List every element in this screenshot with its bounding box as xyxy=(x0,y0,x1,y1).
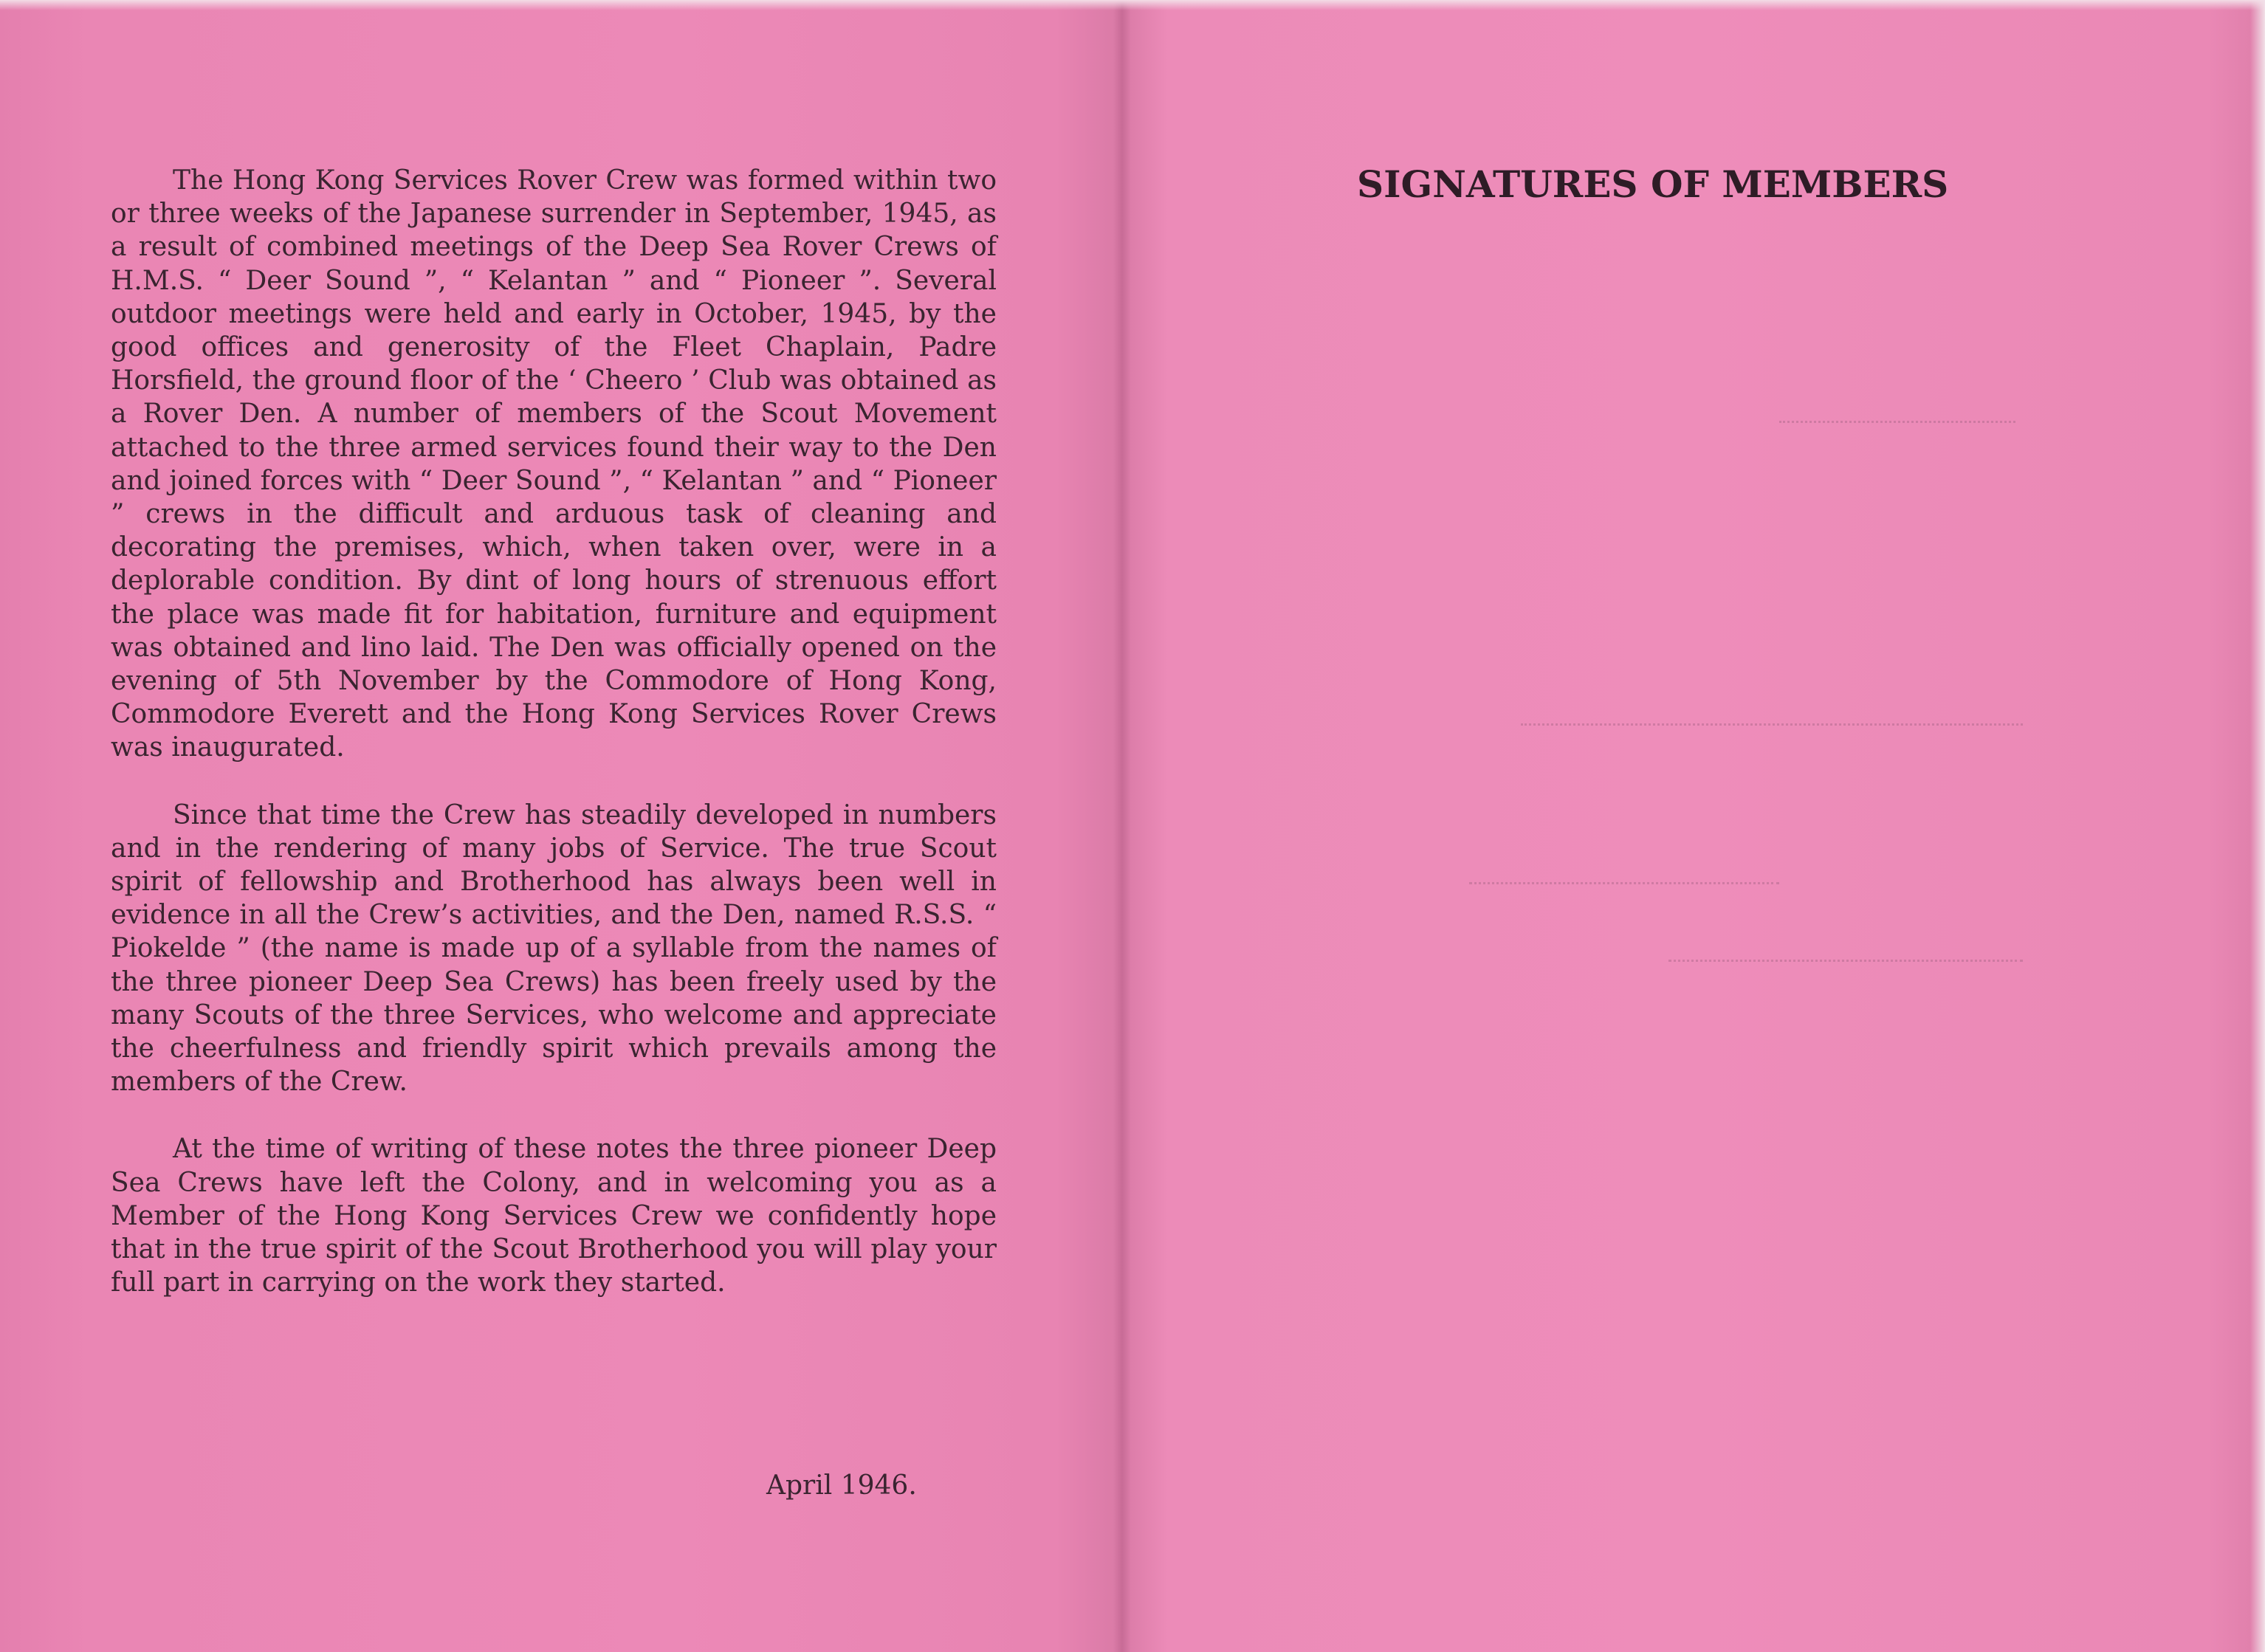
history-paragraph-1: The Hong Kong Services Rover Crew was formed within two or three weeks of the Japanese surrender in September, 1945, as a result of combined meetings of the Deep Sea Rover Crews of H.M.S. “ Deer Sound ”, “ Kelantan ” and “ Pioneer ”. Several outdoor meetings were held and early in October, 1945, by the good offices and generosity of the Fleet Chaplain, Padre Horsfield, the ground floor of the ‘ Cheero ’ Club was obtained as a Rover Den. A number of members of the Scout Movement attached to the three armed services found their way to the Den and joined forces with “ Deer Sound ”, “ Kelantan ” and “ Pioneer ” crews in the difficult and arduous task of cleaning and decorating the premises, which, when taken over, were in a deplorable condition. By dint of long hours of strenuous effort the place was made fit for habitation, furniture and equipment was obtained and lino laid. The Den was officially opened on the evening of 5th November by the Commodore of Hong Kong, Commodore Everett and the Hong Kong Services Rover Crews was inaugurated. xyxy=(111,165,997,763)
document-date: April 1946. xyxy=(766,1470,917,1501)
crew-history-text xyxy=(111,164,997,1334)
faint-signature-line xyxy=(1469,882,1779,884)
history-paragraph-2: Since that time the Crew has steadily developed in numbers and in the rendering of many jobs of Service. The true Scout spirit of fellowship and Brotherhood has always been well in evidence in all the Crew’s activities, and the Den, named R.S.S. “ Piokelde ” (the name is made up of a syllable from the names of the three pioneer Deep Sea Crews) has been freely used by the many Scouts of the three Services, who welcome and appreciate the cheerfulness and friendly spirit which prevails among the members of the Crew. xyxy=(111,799,997,1098)
faint-signature-line xyxy=(1668,960,2023,962)
signatures-heading: SIGNATURES OF MEMBERS xyxy=(1357,162,1949,206)
faint-signature-line xyxy=(1779,421,2015,423)
paper-top-edge xyxy=(0,0,2265,10)
left-page xyxy=(0,0,1122,1652)
paper-right-edge xyxy=(2250,0,2265,1652)
faint-signature-line xyxy=(1521,723,2023,726)
right-page xyxy=(1122,0,2265,1652)
center-fold xyxy=(1113,0,1131,1652)
history-paragraph-3: At the time of writing of these notes the three pioneer Deep Sea Crews have left the Colony, and in welcoming you as a Member of the Hong Kong Services Crew we confidently hope that in the true spirit of the Scout Brotherhood you will play your full part in carrying on the work they started. xyxy=(111,1134,997,1298)
